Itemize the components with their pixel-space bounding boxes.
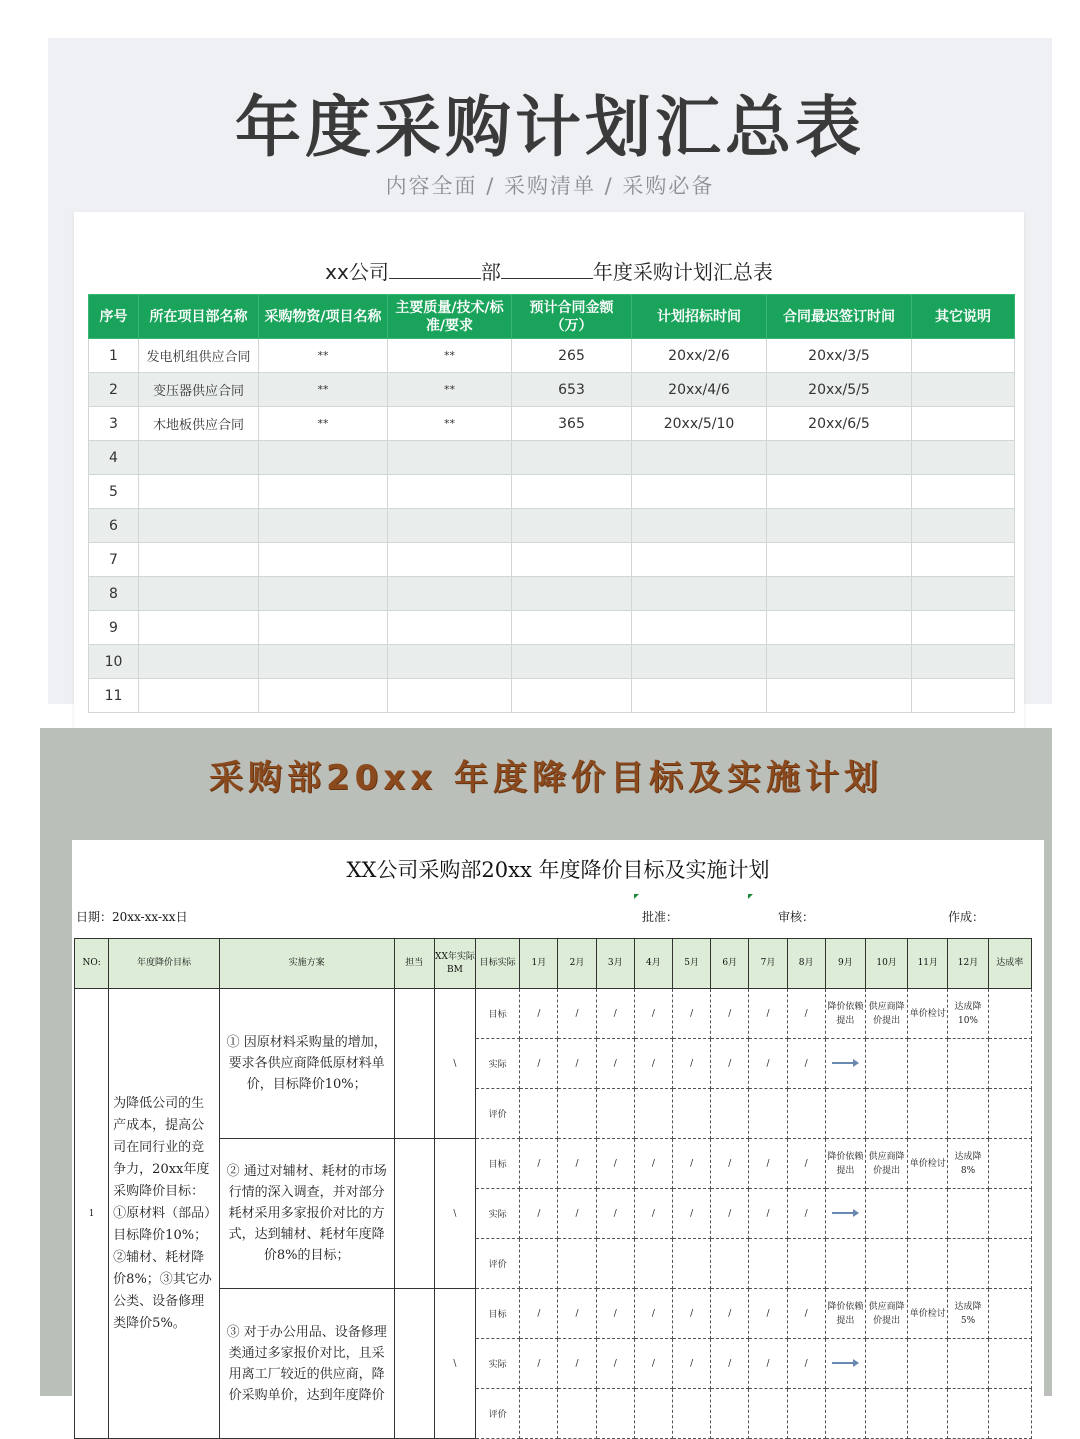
month-cell [948,1039,988,1089]
month-cell [558,1389,596,1439]
month-cell [865,1089,907,1139]
month-cell [825,1089,865,1139]
header-month-4: 4月 [634,939,672,989]
month-cell [865,1189,907,1239]
owner-cell [394,1289,434,1439]
cell-bid [632,441,767,475]
sub-label: 目标 [476,1139,520,1189]
price-reduction-panel [40,728,1052,1420]
cell-note [912,611,1015,645]
sub-label: 实际 [476,1339,520,1389]
plan-cell: ② 通过对辅材、耗材的市场行情的深入调查，并对部分耗材采用多家报价对比的方式，达到辅材、耗材年度降价8%的目标； [219,1139,394,1289]
cell-item [259,475,388,509]
month-cell [749,1089,787,1139]
cell-sign: 20xx/6/5 [767,407,912,441]
cell-quality: ** [388,373,512,407]
month-cell: / [749,1039,787,1089]
milestone-cell: 供应商降价提出 [865,989,907,1039]
header-month-10: 10月 [865,939,907,989]
cell-note [912,543,1015,577]
header-no: 序号 [89,295,139,339]
cell-no: 3 [89,407,139,441]
sub-label: 实际 [476,1039,520,1089]
cell-sign [767,577,912,611]
price-reduction-table [74,938,1032,1439]
company-blank [389,261,481,279]
month-cell: / [634,989,672,1039]
cell-amount [512,577,632,611]
cell-bid [632,577,767,611]
header-month-11: 11月 [908,939,948,989]
month-cell [825,1339,865,1389]
header-month-3: 3月 [596,939,634,989]
cell-bid [632,679,767,713]
month-cell [787,1389,825,1439]
cell-no: 11 [89,679,139,713]
cell-item: ** [259,339,388,373]
sheet-title-suffix: 年度采购计划汇总表 [592,260,773,284]
plan-row [75,989,1032,1039]
milestone-cell: 降价依赖提出 [825,989,865,1039]
table-body [89,339,1015,713]
owner-cell [394,989,434,1139]
month-cell: / [673,989,711,1039]
month-cell: / [596,1039,634,1089]
panel-subtitle: 内容全面 / 采购清单 / 采购必备 [385,174,715,198]
milestone-cell: 单价检讨 [908,1289,948,1339]
month-cell [596,1389,634,1439]
header-note: 其它说明 [912,295,1015,339]
milestone-cell: 达成降5% [948,1289,988,1339]
cell-no: 7 [89,543,139,577]
header-month-8: 8月 [787,939,825,989]
cell-bid [632,645,767,679]
month-cell: / [634,1039,672,1089]
month-cell: / [634,1139,672,1189]
cell-amount [512,475,632,509]
month-cell: / [711,989,749,1039]
month-cell [865,1039,907,1089]
header-month-12: 12月 [948,939,988,989]
header-amount: 预计合同金额（万） [512,295,632,339]
rate-cell [988,1289,1031,1339]
milestone-cell: 降价依赖提出 [825,1289,865,1339]
month-cell: / [673,1339,711,1389]
plan-cell: ① 因原材料采购量的增加，要求各供应商降低原材料单价，目标降价10%； [219,989,394,1139]
month-cell: / [749,989,787,1039]
cell-amount: 265 [512,339,632,373]
month-cell: / [711,1189,749,1239]
rate-cell [988,1089,1031,1139]
cell-name [139,509,259,543]
month-cell: / [558,1189,596,1239]
cell-quality: ** [388,407,512,441]
cell-quality [388,645,512,679]
cell-no: 1 [89,339,139,373]
cell-note [912,509,1015,543]
month-cell [908,1339,948,1389]
cell-bid [632,475,767,509]
month-cell: / [558,1339,596,1389]
header-rate: 达成率 [988,939,1031,989]
header-item: 采购物资/项目名称 [259,295,388,339]
cell-note [912,407,1015,441]
month-cell [634,1389,672,1439]
cell-amount [512,543,632,577]
cell-note [912,645,1015,679]
arrow-right-icon [832,1062,858,1064]
month-cell [596,1239,634,1289]
cell-no: 8 [89,577,139,611]
cell-item [259,441,388,475]
date-label: 日期：20xx-xx-xx日 [76,910,188,924]
table-row [89,645,1015,679]
header-no: NO: [75,939,109,989]
month-cell [596,1089,634,1139]
cell-name [139,475,259,509]
plan-cell: ③ 对于办公用品、设备修理类通过多家报价对比，且采用离工厂较近的供应商，降价采购单价，达到年度降价 [219,1289,394,1439]
cell-bid: 20xx/4/6 [632,373,767,407]
month-cell [558,1089,596,1139]
cell-name: 木地板供应合同 [139,407,259,441]
cell-item [259,611,388,645]
panel-title: 年度采购计划汇总表 [235,89,865,166]
month-cell [825,1239,865,1289]
cell-name: 发电机组供应合同 [139,339,259,373]
sub-label: 评价 [476,1239,520,1289]
month-cell [948,1089,988,1139]
cell-item [259,577,388,611]
month-cell [825,1189,865,1239]
cell-quality [388,577,512,611]
month-cell [865,1389,907,1439]
sub-label: 评价 [476,1389,520,1439]
month-cell [908,1389,948,1439]
header-bm: XX年实际BM [434,939,475,989]
header-month-5: 5月 [673,939,711,989]
month-cell [711,1239,749,1289]
month-cell [865,1339,907,1389]
month-cell [948,1189,988,1239]
month-cell: / [520,1289,558,1339]
sheet-title-company: xx公司 [325,260,389,284]
month-cell [908,1039,948,1089]
cell-amount [512,679,632,713]
milestone-cell: 供应商降价提出 [865,1289,907,1339]
header-bid-time: 计划招标时间 [632,295,767,339]
header-month-9: 9月 [825,939,865,989]
cell-note [912,475,1015,509]
row-number: 1 [75,989,109,1439]
cell-bid: 20xx/2/6 [632,339,767,373]
cell-item: ** [259,373,388,407]
month-cell [520,1239,558,1289]
table-row [89,679,1015,713]
month-cell [558,1239,596,1289]
header-plan: 实施方案 [219,939,394,989]
month-cell: / [596,989,634,1039]
month-cell: / [673,1139,711,1189]
header-owner: 担当 [394,939,434,989]
table-row [89,543,1015,577]
month-cell [673,1389,711,1439]
header-month-7: 7月 [749,939,787,989]
cell-quality [388,509,512,543]
header-goal: 年度降价目标 [109,939,220,989]
cell-quality [388,475,512,509]
month-cell [825,1389,865,1439]
month-cell [520,1389,558,1439]
cell-item: ** [259,407,388,441]
cell-name [139,577,259,611]
table-row [89,509,1015,543]
milestone-cell: 达成降10% [948,989,988,1039]
cell-amount [512,441,632,475]
header-dept: 所在项目部名称 [139,295,259,339]
cell-sign [767,645,912,679]
cell-item [259,645,388,679]
cell-name [139,611,259,645]
month-cell: / [673,1289,711,1339]
cell-no: 10 [89,645,139,679]
month-cell: / [596,1139,634,1189]
panel2-banner: 采购部20xx 年度降价目标及实施计划 [208,758,883,798]
table-row [89,373,1015,407]
header-month-6: 6月 [711,939,749,989]
cell-amount [512,645,632,679]
cell-name [139,679,259,713]
rate-cell [988,989,1031,1039]
arrow-right-icon [832,1362,858,1364]
sub-label: 评价 [476,1089,520,1139]
sub-label: 目标 [476,989,520,1039]
header-quality: 主要质量/技术/标准/要求 [388,295,512,339]
header-sign-time: 合同最迟签订时间 [767,295,912,339]
cell-note [912,441,1015,475]
month-cell: / [596,1189,634,1239]
month-cell: / [596,1289,634,1339]
header-target-actual: 目标实际 [476,939,520,989]
month-cell: / [787,1139,825,1189]
goal-cell: 为降低公司的生产成本，提高公司在同行业的竞争力，20xx年度采购降价目标：①原材料（部品）目标降价10%； ②辅材、耗材降价8%；③其它办公类、设备修理类降价5%。 [109,989,220,1439]
cell-no: 5 [89,475,139,509]
cell-quality [388,611,512,645]
sub-label: 实际 [476,1189,520,1239]
month-cell: / [711,1039,749,1089]
rate-cell [988,1039,1031,1089]
month-cell [673,1089,711,1139]
month-cell [948,1389,988,1439]
cell-name: 变压器供应合同 [139,373,259,407]
month-cell: / [787,1039,825,1089]
month-cell [749,1239,787,1289]
cell-bid [632,611,767,645]
cell-note [912,679,1015,713]
cell-name [139,543,259,577]
cell-quality [388,441,512,475]
month-cell: / [787,989,825,1039]
cell-amount [512,611,632,645]
milestone-cell: 供应商降价提出 [865,1139,907,1189]
cell-quality [388,543,512,577]
cell-no: 6 [89,509,139,543]
month-cell: / [520,1039,558,1089]
cell-bid: 20xx/5/10 [632,407,767,441]
cell-amount: 653 [512,373,632,407]
month-cell: / [711,1289,749,1339]
cell-marker [634,894,639,899]
month-cell [908,1089,948,1139]
milestone-cell: 达成降8% [948,1139,988,1189]
plan-body [75,989,1032,1439]
bm-cell: \ [434,1289,475,1439]
arrow-right-icon [832,1212,858,1214]
table-row [89,611,1015,645]
cell-quality: ** [388,339,512,373]
plan-sheet [72,840,1044,1420]
cell-sign [767,679,912,713]
doc-title: XX公司采购部20xx 年度降价目标及实施计划 [346,858,770,882]
month-cell: / [673,1189,711,1239]
cell-sign: 20xx/5/5 [767,373,912,407]
summary-sheet [74,212,1024,732]
table-row [89,577,1015,611]
procurement-summary-panel [48,38,1052,704]
month-cell: / [749,1289,787,1339]
month-cell: / [749,1189,787,1239]
month-cell: / [749,1139,787,1189]
sub-label: 目标 [476,1289,520,1339]
cell-sign [767,611,912,645]
month-cell [908,1239,948,1289]
cell-note [912,577,1015,611]
table-header-row [89,295,1015,339]
month-cell [787,1239,825,1289]
cell-sign [767,543,912,577]
cell-name [139,645,259,679]
milestone-cell: 降价依赖提出 [825,1139,865,1189]
month-cell [825,1039,865,1089]
rate-cell [988,1239,1031,1289]
cell-item [259,679,388,713]
cell-amount [512,509,632,543]
month-cell [787,1089,825,1139]
cell-no: 4 [89,441,139,475]
month-cell: / [787,1339,825,1389]
month-cell [908,1189,948,1239]
procurement-plan-table [88,294,1015,713]
month-cell [634,1239,672,1289]
cell-note [912,339,1015,373]
cell-sign [767,441,912,475]
cell-no: 2 [89,373,139,407]
table-row [89,475,1015,509]
month-cell [948,1239,988,1289]
cell-quality [388,679,512,713]
month-cell: / [634,1339,672,1389]
plan-header-row [75,939,1032,989]
rate-cell [988,1389,1031,1439]
month-cell: / [558,989,596,1039]
milestone-cell: 单价检讨 [908,1139,948,1189]
month-cell: / [520,989,558,1039]
month-cell [948,1339,988,1389]
bm-cell: \ [434,1139,475,1289]
month-cell: / [520,1139,558,1189]
month-cell [673,1239,711,1289]
month-cell: / [673,1039,711,1089]
month-cell [749,1389,787,1439]
rate-cell [988,1139,1031,1189]
header-month-2: 2月 [558,939,596,989]
sheet-title-dept: 部 [480,260,501,284]
author-label: 作成： [948,910,985,924]
month-cell: / [520,1189,558,1239]
month-cell [634,1089,672,1139]
dept-blank [501,261,593,279]
month-cell: / [596,1339,634,1389]
month-cell: / [749,1339,787,1389]
review-label: 审核： [778,910,815,924]
rate-cell [988,1339,1031,1389]
cell-item [259,509,388,543]
cell-sign [767,475,912,509]
month-cell: / [558,1139,596,1189]
month-cell: / [558,1289,596,1339]
rate-cell [988,1189,1031,1239]
table-row [89,407,1015,441]
month-cell: / [520,1339,558,1389]
cell-item [259,543,388,577]
cell-name [139,441,259,475]
cell-no: 9 [89,611,139,645]
cell-marker [748,894,753,899]
cell-amount: 365 [512,407,632,441]
bm-cell: \ [434,989,475,1139]
owner-cell [394,1139,434,1289]
month-cell: / [787,1189,825,1239]
sheet-title [74,256,1024,285]
cell-note [912,373,1015,407]
cell-sign: 20xx/3/5 [767,339,912,373]
month-cell [865,1239,907,1289]
month-cell: / [634,1289,672,1339]
month-cell: / [558,1039,596,1089]
table-row [89,441,1015,475]
table-row [89,339,1015,373]
month-cell: / [787,1289,825,1339]
cell-bid [632,509,767,543]
month-cell: / [711,1339,749,1389]
cell-sign [767,509,912,543]
month-cell [711,1389,749,1439]
month-cell [711,1089,749,1139]
month-cell: / [634,1189,672,1239]
month-cell: / [711,1139,749,1189]
header-month-1: 1月 [520,939,558,989]
approve-label: 批准： [642,910,679,924]
month-cell [520,1089,558,1139]
cell-bid [632,543,767,577]
milestone-cell: 单价检讨 [908,989,948,1039]
